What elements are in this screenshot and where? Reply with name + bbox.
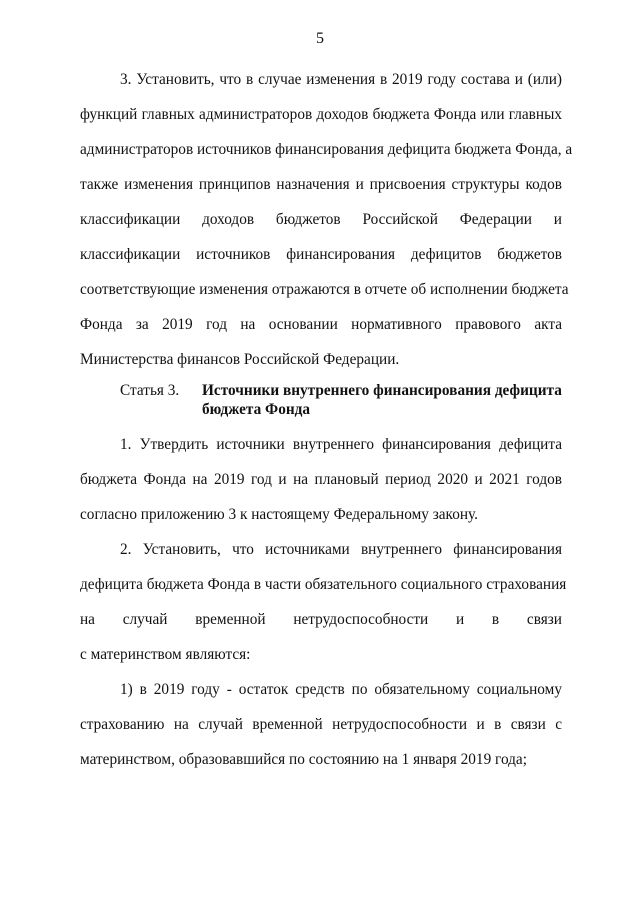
article-title — [202, 381, 564, 419]
text-line: согласно приложению 3 к настоящему Федеральному закону. — [80, 506, 478, 523]
article-title-line: Источники внутреннего финансирования дефицита — [202, 382, 562, 399]
text-line: материнством, образовавшийся по состоянию на 1 января 2019 года; — [80, 751, 527, 768]
article-label: Статья 3. — [120, 382, 180, 399]
text-line: 1. Утвердить источники внутреннего финансирования дефицита — [120, 436, 562, 453]
text-line: администраторов источников финансирования дефицита бюджета Фонда, а — [80, 141, 573, 158]
article-title-line: бюджета Фонда — [202, 401, 311, 418]
text-line: функций главных администраторов доходов бюджета Фонда или главных — [80, 106, 562, 123]
text-line: дефицита бюджета Фонда в части обязательного социального страхования — [80, 576, 567, 593]
paragraph-3 — [80, 62, 573, 377]
text-line: соответствующие изменения отражаются в отчете об исполнении бюджета — [80, 281, 569, 298]
subitem-1 — [80, 672, 562, 777]
text-line: бюджета Фонда на 2019 год и на плановый период 2020 и 2021 годов — [80, 471, 562, 488]
text-line: страхованию на случай временной нетрудоспособности и в связи с — [80, 716, 562, 733]
text-line: с материнством являются: — [80, 646, 251, 663]
item-1 — [80, 427, 562, 532]
text-line: на случай временной нетрудоспособности и в связи — [80, 611, 562, 628]
text-line: Фонда за 2019 год на основании нормативного правового акта — [80, 316, 562, 333]
document-body — [80, 62, 573, 777]
article-heading — [80, 381, 562, 421]
text-line: 3. Установить, что в случае изменения в 2019 году состава и (или) — [120, 71, 562, 88]
text-line: классификации источников финансирования дефицитов бюджетов — [80, 246, 562, 263]
text-line: 1) в 2019 году - остаток средств по обязательному социальному — [120, 681, 562, 698]
text-line: 2. Установить, что источниками внутреннего финансирования — [120, 541, 562, 558]
item-2 — [80, 532, 567, 672]
page-number: 5 — [316, 30, 324, 47]
text-line: также изменения принципов назначения и присвоения структуры кодов — [80, 176, 562, 193]
text-line: классификации доходов бюджетов Российской Федерации и — [80, 211, 562, 228]
text-line: Министерства финансов Российской Федерации. — [80, 351, 400, 368]
